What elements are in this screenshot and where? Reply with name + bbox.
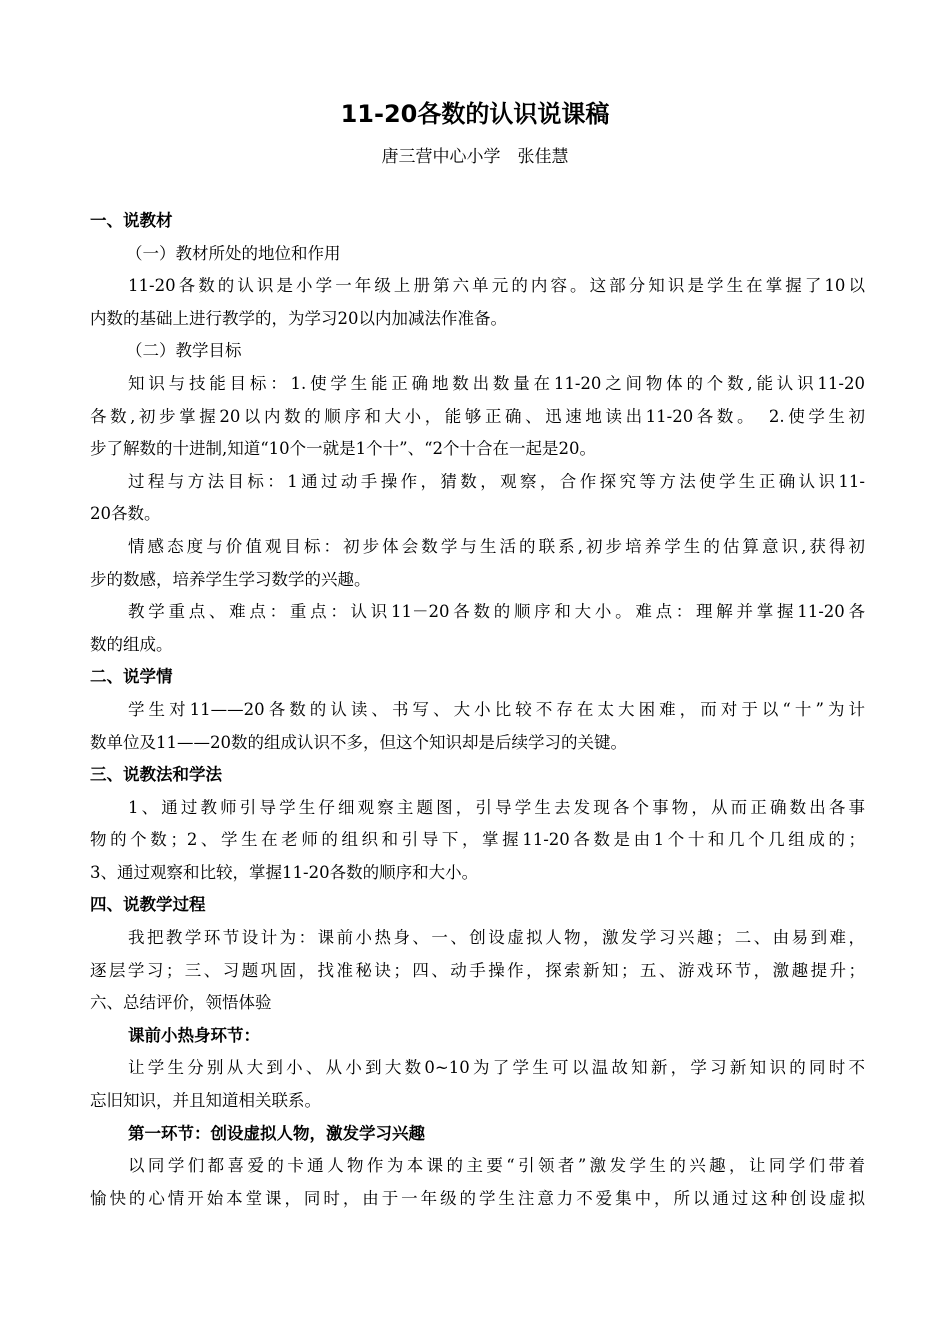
text-line: 教学重点、难点：重点：认识11－20各数的顺序和大小。难点：理解并掌握11-20各 — [128, 602, 865, 622]
text-line: 忘旧知识，并且知道相关联系。 — [90, 1091, 321, 1111]
section-heading: 四、说教学过程 — [90, 895, 206, 915]
text-line: 学生对11——20各数的认读、书写、大小比较不存在太大困难，而对于以“十”为计 — [128, 699, 865, 719]
text-line: 让学生分别从大到小、从小到大数0~10为了学生可以温故知新，学习新知识的同时不 — [128, 1058, 865, 1078]
text-line: 1、通过教师引导学生仔细观察主题图，引导学生去发现各个事物，从而正确数出各事 — [128, 797, 865, 817]
text-line: 知识与技能目标：1.使学生能正确地数出数量在11-20之间物体的个数,能认识11-20 — [128, 373, 865, 393]
document-author: 唐三营中心小学 张佳慧 — [381, 147, 569, 167]
section-heading: 第一环节：创设虚拟人物，激发学习兴趣 — [128, 1123, 425, 1143]
section-heading: 二、说学情 — [90, 667, 173, 687]
text-line: 3、通过观察和比较，掌握11-20各数的顺序和大小。 — [90, 862, 479, 882]
text-line: 步了解数的十进制,知道“10个一就是1个十”、“2个十合在一起是20。 — [90, 439, 597, 459]
document-title: 11-20各数的认识说课稿 — [340, 100, 610, 128]
text-line: 各数,初步掌握20以内数的顺序和大小，能够正确、迅速地读出11-20各数。 2.使学生初 — [90, 406, 865, 426]
text-line: 物的个数；2、学生在老师的组织和引导下，掌握11-20各数是由1个十和几个几组成的； — [90, 830, 865, 850]
section-heading: 一、说教材 — [90, 211, 173, 230]
text-line: 内数的基础上进行教学的，为学习20以内加减法作准备。 — [90, 308, 507, 328]
text-line: 11-20各数的认识是小学一年级上册第六单元的内容。这部分知识是学生在掌握了10以 — [128, 276, 865, 296]
text-line: 20各数。 — [90, 504, 161, 524]
text-line: （二）教学目标 — [126, 341, 242, 361]
text-line: 数的组成。 — [90, 634, 173, 654]
document-body — [90, 205, 865, 1215]
text-line: 六、总结评价，领悟体验 — [90, 993, 272, 1013]
text-line: 情感态度与价值观目标：初步体会数学与生活的联系,初步培养学生的估算意识,获得初 — [128, 536, 865, 556]
text-line: 以同学们都喜爱的卡通人物作为本课的主要“引领者”激发学生的兴趣，让同学们带着 — [128, 1156, 865, 1176]
text-line: 愉快的心情开始本堂课，同时，由于一年级的学生注意力不爱集中，所以通过这种创设虚拟 — [90, 1188, 865, 1208]
text-line: 数单位及11——20数的组成认识不多，但这个知识却是后续学习的关键。 — [90, 732, 627, 752]
text-line: 逐层学习；三、习题巩固，找准秘诀；四、动手操作，探索新知；五、游戏环节，激趣提升； — [90, 960, 865, 980]
text-line: 我把教学环节设计为：课前小热身、一、创设虚拟人物，激发学习兴趣；二、由易到难， — [128, 928, 865, 948]
text-line: （一）教材所处的地位和作用 — [126, 243, 341, 263]
section-heading: 课前小热身环节： — [128, 1025, 260, 1045]
text-line: 过程与方法目标：1通过动手操作，猜数，观察，合作探究等方法使学生正确认识11- — [128, 471, 865, 491]
section-heading: 三、说教法和学法 — [90, 765, 222, 785]
text-line: 步的数感，培养学生学习数学的兴趣。 — [90, 569, 371, 589]
